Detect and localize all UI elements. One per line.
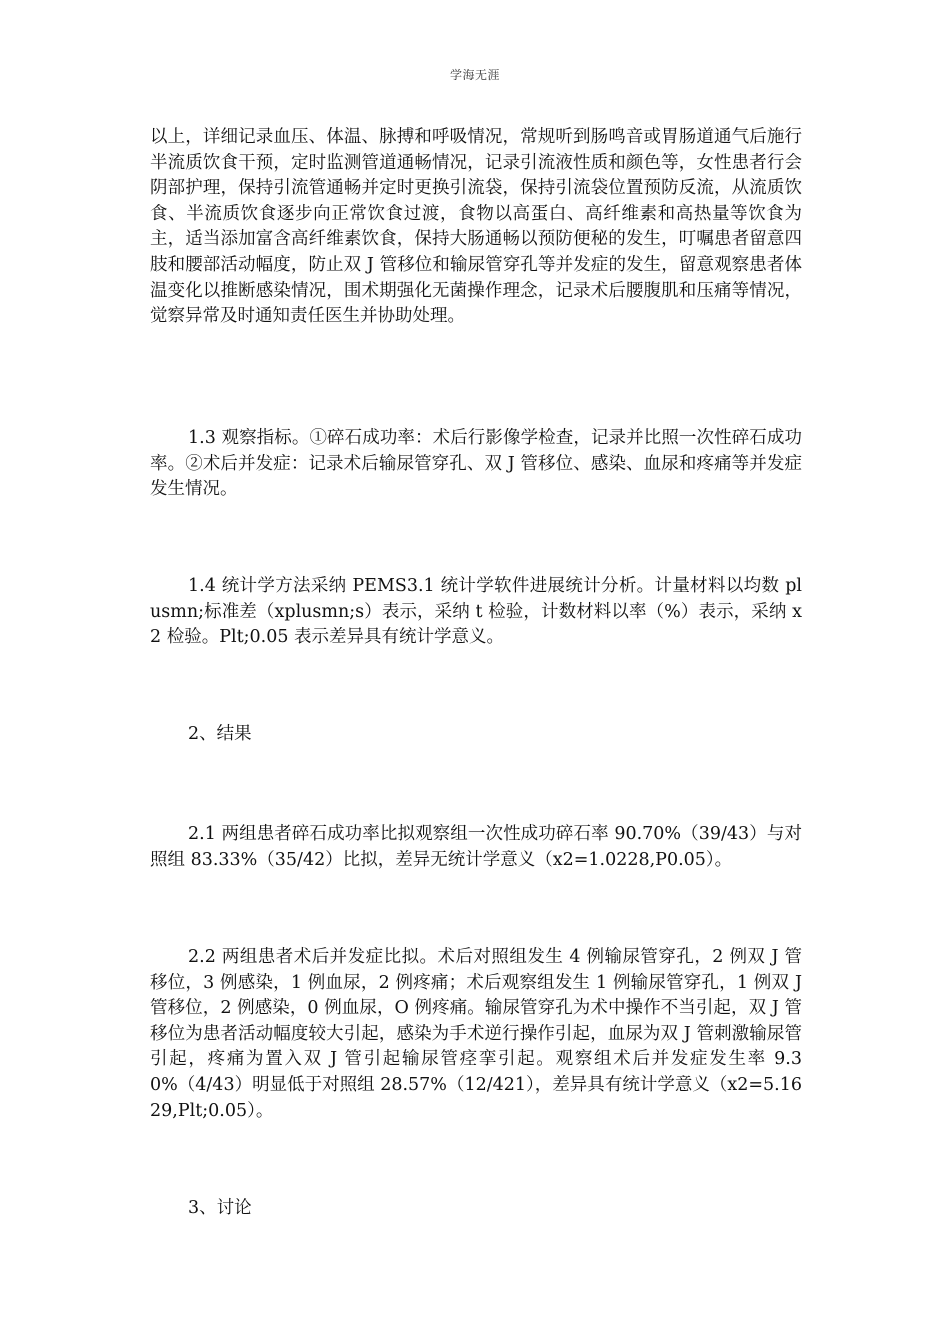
- paragraph-success-rate: 2.1 两组患者碎石成功率比拟观察组一次性成功碎石率 90.70%（39/43）与对照组 83.33%（35/42）比拟，差异无统计学意义（x2=1.0228,P0.05）。: [150, 824, 802, 870]
- paragraph-statistical-methods: 1.4 统计学方法采纳 PEMS3.1 统计学软件进展统计分析。计量材料以均数 plusmn;标准差（xplusmn;s）表示，采纳 t 检验，计数材料以率（%）表示，采纳 x2 检验。Plt;0.05 表示差异具有统计学意义。: [150, 576, 802, 648]
- paragraph-nursing-care: 以上，详细记录血压、体温、脉搏和呼吸情况，常规听到肠鸣音或胃肠道通气后施行半流质饮食干预，定时监测管道通畅情况，记录引流液性质和颜色等，女性患者行会阴部护理，保持引流管通畅并定时更换引流袋，保持引流袋位置预防反流，从流质饮食、半流质饮食逐步向正常饮食过渡，食物以高蛋白、高纤维素和高热量等饮食为主，适当添加富含高纤维素饮食，保持大肠通畅以预防便秘的发生，叮嘱患者留意四肢和腰部活动幅度，防止双 J 管移位和输尿管穿孔等并发症的发生，留意观察患者体温变化以推断感染情况，围术期强化无菌操作理念，记录术后腰腹肌和压痛等情况，觉察异常及时通知责任医生并协助处理。: [150, 127, 802, 327]
- paragraph-observation-indicators: 1.3 观察指标。①碎石成功率：术后行影像学检查，记录并比照一次性碎石成功率。②术后并发症：记录术后输尿管穿孔、双 J 管移位、感染、血尿和疼痛等并发症发生情况。: [150, 428, 802, 500]
- paragraph-complications: 2.2 两组患者术后并发症比拟。术后对照组发生 4 例输尿管穿孔，2 例双 J 管移位，3 例感染，1 例血尿，2 例疼痛；术后观察组发生 1 例输尿管穿孔，1 例双 J 管移位，2 例感染，0 例血尿，O 例疼痛。输尿管穿孔为术中操作不当引起，双 J 管移位为患者活动幅度较大引起，感染为手术逆行操作引起，血尿为双 J 管刺激输尿管引起，疼痛为置入双 J 管引起输尿管痉挛引起。观察组术后并发症发生率 9.30%（4/43）明显低于对照组 28.57%（12/421），差异具有统计学意义（x2=5.1629,Plt;0.05）。: [150, 947, 802, 1121]
- section-heading-discussion: 3、讨论: [188, 1198, 252, 1218]
- section-heading-results: 2、结果: [188, 724, 252, 744]
- page-header: 学海无涯: [449, 68, 500, 82]
